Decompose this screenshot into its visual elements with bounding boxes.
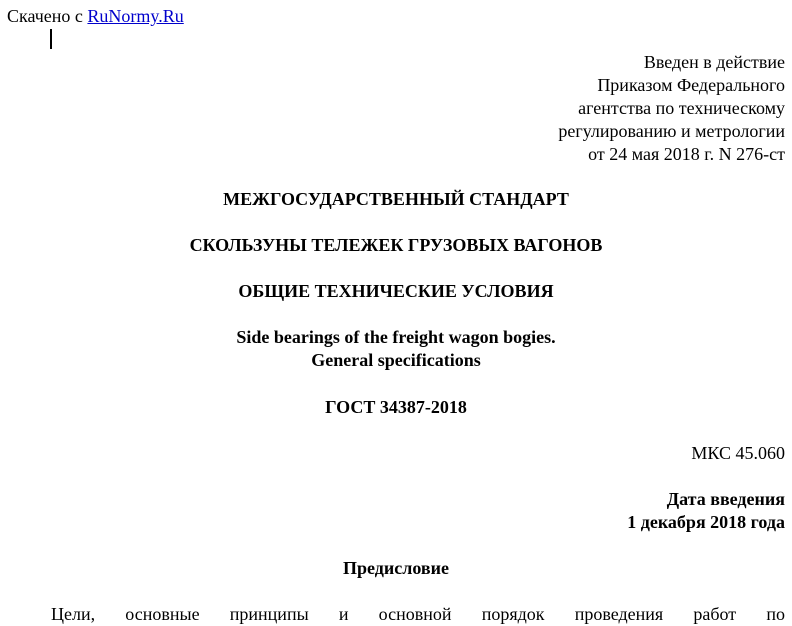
enactment-line: Приказом Федерального (597, 75, 785, 95)
enactment-line: Введен в действие (643, 52, 785, 72)
standard-type-heading: МЕЖГОСУДАРСТВЕННЫЙ СТАНДАРТ (223, 189, 569, 209)
english-title-line2: General specifications (311, 350, 481, 370)
enactment-block (558, 51, 785, 166)
preface-heading: Предисловие (343, 558, 449, 578)
source-line (7, 5, 184, 28)
introduction-date-value: 1 декабря 2018 года (627, 512, 785, 532)
english-title-line1: Side bearings of the freight wagon bogies. (236, 327, 556, 347)
introduction-date-label: Дата введения (666, 489, 785, 509)
source-link[interactable]: RuNormy.Ru (87, 6, 184, 26)
document-title: СКОЛЬЗУНЫ ТЕЛЕЖЕК ГРУЗОВЫХ ВАГОНОВ (189, 235, 603, 255)
enactment-line: агентства по техническому (578, 98, 785, 118)
enactment-line: регулированию и метрологии (558, 121, 785, 141)
source-prefix: Скачено с (7, 6, 88, 26)
document-subtitle: ОБЩИЕ ТЕХНИЧЕСКИЕ УСЛОВИЯ (238, 281, 554, 301)
text-cursor (50, 29, 52, 49)
preface-paragraph-first-line: Цели, основные принципы и основной порядок проведения работ по (51, 604, 785, 624)
standard-code: ГОСТ 34387-2018 (325, 397, 467, 417)
mks-classification: МКС 45.060 (691, 443, 785, 463)
enactment-line: от 24 мая 2018 г. N 276-ст (588, 144, 785, 164)
